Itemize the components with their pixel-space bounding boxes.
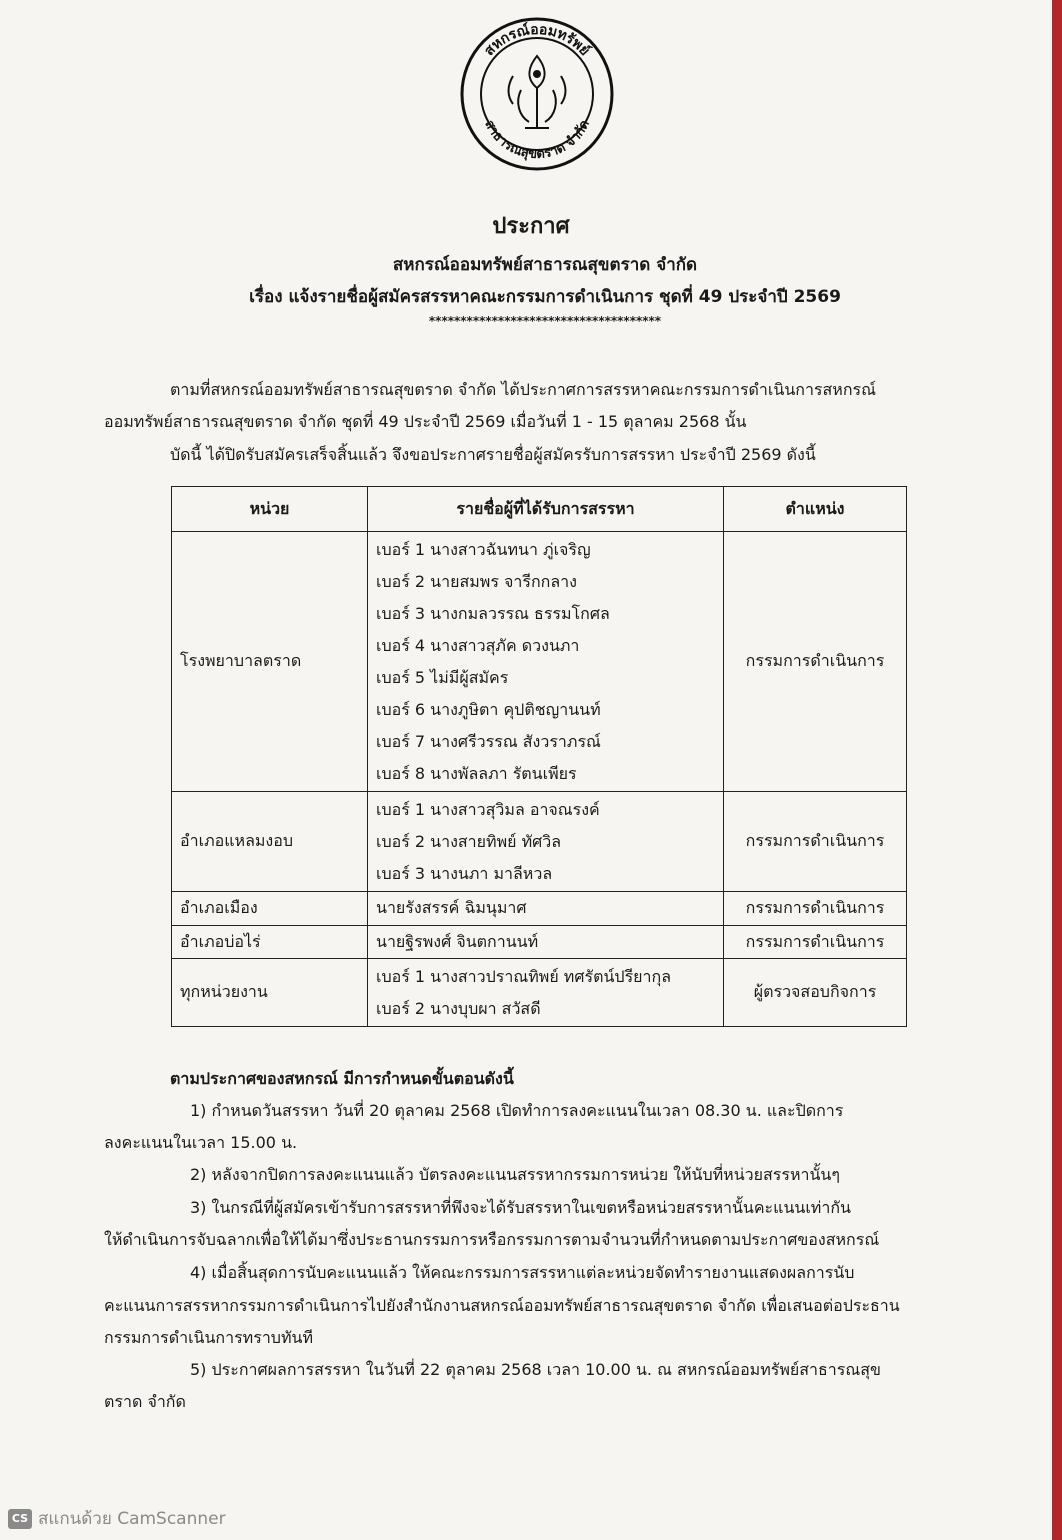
candidate-item: เบอร์ 7 นางศรีวรรณ สังวราภรณ์	[376, 731, 601, 751]
unit-cell: โรงพยาบาลตราด	[172, 532, 368, 792]
procedure-item-4-cont: คะแนนการสรรหากรรมการดำเนินการไปยังสำนักงานสหกรณ์ออมทรัพย์สาธารณสุขตราด จำกัด เพื่อเสนอต่อประธาน	[104, 1296, 900, 1315]
candidate-item: เบอร์ 4 นางสาวสุภัค ดวงนภา	[376, 635, 580, 655]
candidate-item: เบอร์ 2 นายสมพร จารีกกลาง	[376, 571, 577, 591]
procedure-item-2: 2) หลังจากปิดการลงคะแนนแล้ว บัตรลงคะแนนสรรหากรรมการหน่วย ให้นับที่หน่วยสรรหานั้นๆ	[190, 1165, 840, 1184]
procedure-item-4-cont-2: กรรมการดำเนินการทราบทันที	[104, 1328, 313, 1347]
position-cell: ผู้ตรวจสอบกิจการ	[724, 959, 907, 1027]
table-row	[172, 926, 907, 959]
procedure-item-5: 5) ประกาศผลการสรรหา ในวันที่ 22 ตุลาคม 2568 เวลา 10.00 น. ณ สหกรณ์ออมทรัพย์สาธารณสุข	[190, 1360, 881, 1379]
cooperative-seal	[459, 16, 615, 172]
procedure-item-4: 4) เมื่อสิ้นสุดการนับคะแนนแล้ว ให้คณะกรรมการสรรหาแต่ละหน่วยจัดทำรายงานแสดงผลการนับ	[190, 1263, 855, 1282]
candidates-cell	[368, 926, 724, 959]
position-cell: กรรมการดำเนินการ	[724, 926, 907, 959]
position-cell: กรรมการดำเนินการ	[724, 892, 907, 926]
procedure-item-1-cont: ลงคะแนนในเวลา 15.00 น.	[104, 1133, 298, 1152]
svg-text:สาธารณสุขตราด จำกัด: สาธารณสุขตราด จำกัด	[481, 117, 593, 163]
candidates-cell	[368, 959, 724, 1027]
watermark-text: สแกนด้วย CamScanner	[38, 1509, 226, 1529]
candidate-item: เบอร์ 8 นางพัลลภา รัตนเพียร	[376, 763, 577, 783]
unit-cell: อำเภอเมือง	[172, 892, 368, 926]
table-row	[172, 959, 907, 1027]
unit-cell: อำเภอแหลมงอบ	[172, 792, 368, 892]
candidates-cell	[368, 892, 724, 926]
procedure-heading: ตามประกาศของสหกรณ์ มีการกำหนดขั้นตอนดังนี้	[170, 1069, 514, 1088]
candidate-item: เบอร์ 1 นางสาวฉันทนา ภู่เจริญ	[376, 539, 591, 559]
candidate-item: เบอร์ 3 นางนภา มาลีหวล	[376, 863, 553, 883]
svg-text:สหกรณ์ออมทรัพย์: สหกรณ์ออมทรัพย์	[481, 21, 593, 60]
table-row	[172, 532, 907, 792]
procedure-item-3-cont: ให้ดำเนินการจับฉลากเพื่อให้ได้มาซึ่งประธานกรรมการหรือกรรมการตามจำนวนที่กำหนดตามประกาศของสหกรณ์	[104, 1230, 880, 1249]
scanner-watermark	[8, 1505, 226, 1532]
unit-cell: อำเภอบ่อไร่	[172, 926, 368, 959]
candidates-table	[171, 486, 907, 1027]
organization-name: สหกรณ์ออมทรัพย์สาธารณสุขตราด จำกัด	[392, 255, 698, 275]
table-header-row	[172, 487, 907, 532]
header-unit: หน่วย	[172, 487, 368, 532]
candidate-item: เบอร์ 2 นางสายทิพย์ ทัศวิล	[376, 831, 562, 851]
table-row	[172, 792, 907, 892]
candidate-item: เบอร์ 6 นางภูษิตา คุปติชญานนท์	[376, 699, 601, 719]
procedure-item-3: 3) ในกรณีที่ผู้สมัครเข้ารับการสรรหาที่พึงจะได้รับสรรหาในเขตหรือหน่วยสรรหานั้นคะแนนเท่ากัน	[190, 1198, 851, 1217]
procedure-item-1: 1) กำหนดวันสรรหา วันที่ 20 ตุลาคม 2568 เปิดทำการลงคะแนนในเวลา 08.30 น. และปิดการ	[190, 1101, 844, 1120]
procedure-item-5-cont: ตราด จำกัด	[104, 1392, 186, 1411]
announcement-subject: เรื่อง แจ้งรายชื่อผู้สมัครสรรหาคณะกรรมการดำเนินการ ชุดที่ 49 ประจำปี 2569	[249, 287, 841, 307]
candidate-item: นายรังสรรค์ ฉิมนุมาศ	[376, 898, 527, 917]
candidates-cell	[368, 792, 724, 892]
intro-line-2: ออมทรัพย์สาธารณสุขตราด จำกัด ชุดที่ 49 ประจำปี 2569 เมื่อวันที่ 1 - 15 ตุลาคม 2568 นั้น	[104, 412, 747, 431]
candidate-item: เบอร์ 2 นางบุบผา สวัสดี	[376, 998, 541, 1018]
header-position: ตำแหน่ง	[724, 487, 907, 532]
candidate-item: เบอร์ 1 นางสาวสุวิมล อาจณรงค์	[376, 799, 600, 819]
candidate-item: เบอร์ 3 นางกมลวรรณ ธรรมโกศล	[376, 603, 610, 623]
unit-cell: ทุกหน่วยงาน	[172, 959, 368, 1027]
header-candidates: รายชื่อผู้ที่ได้รับการสรรหา	[368, 487, 724, 532]
page-title: ประกาศ	[492, 214, 570, 239]
candidate-item: เบอร์ 5 ไม่มีผู้สมัคร	[376, 667, 509, 687]
intro-line-3: บัดนี้ ได้ปิดรับสมัครเสร็จสิ้นแล้ว จึงขอประกาศรายชื่อผู้สมัครรับการสรรหา ประจำปี 2569 ดังนี้	[170, 445, 816, 464]
position-cell: กรรมการดำเนินการ	[724, 532, 907, 792]
camscanner-logo-icon: CS	[8, 1509, 32, 1529]
position-cell: กรรมการดำเนินการ	[724, 792, 907, 892]
candidate-item: เบอร์ 1 นางสาวปราณทิพย์ ทศรัตน์ปรียากุล	[376, 966, 672, 986]
intro-line-1: ตามที่สหกรณ์ออมทรัพย์สาธารณสุขตราด จำกัด ได้ประกาศการสรรหาคณะกรรมการดำเนินการสหกรณ์	[170, 380, 876, 399]
candidates-cell	[368, 532, 724, 792]
table-row	[172, 892, 907, 926]
separator-stars: *************************************	[428, 314, 662, 328]
candidate-item: นายฐิรพงศ์ จินตกานนท์	[376, 931, 539, 951]
